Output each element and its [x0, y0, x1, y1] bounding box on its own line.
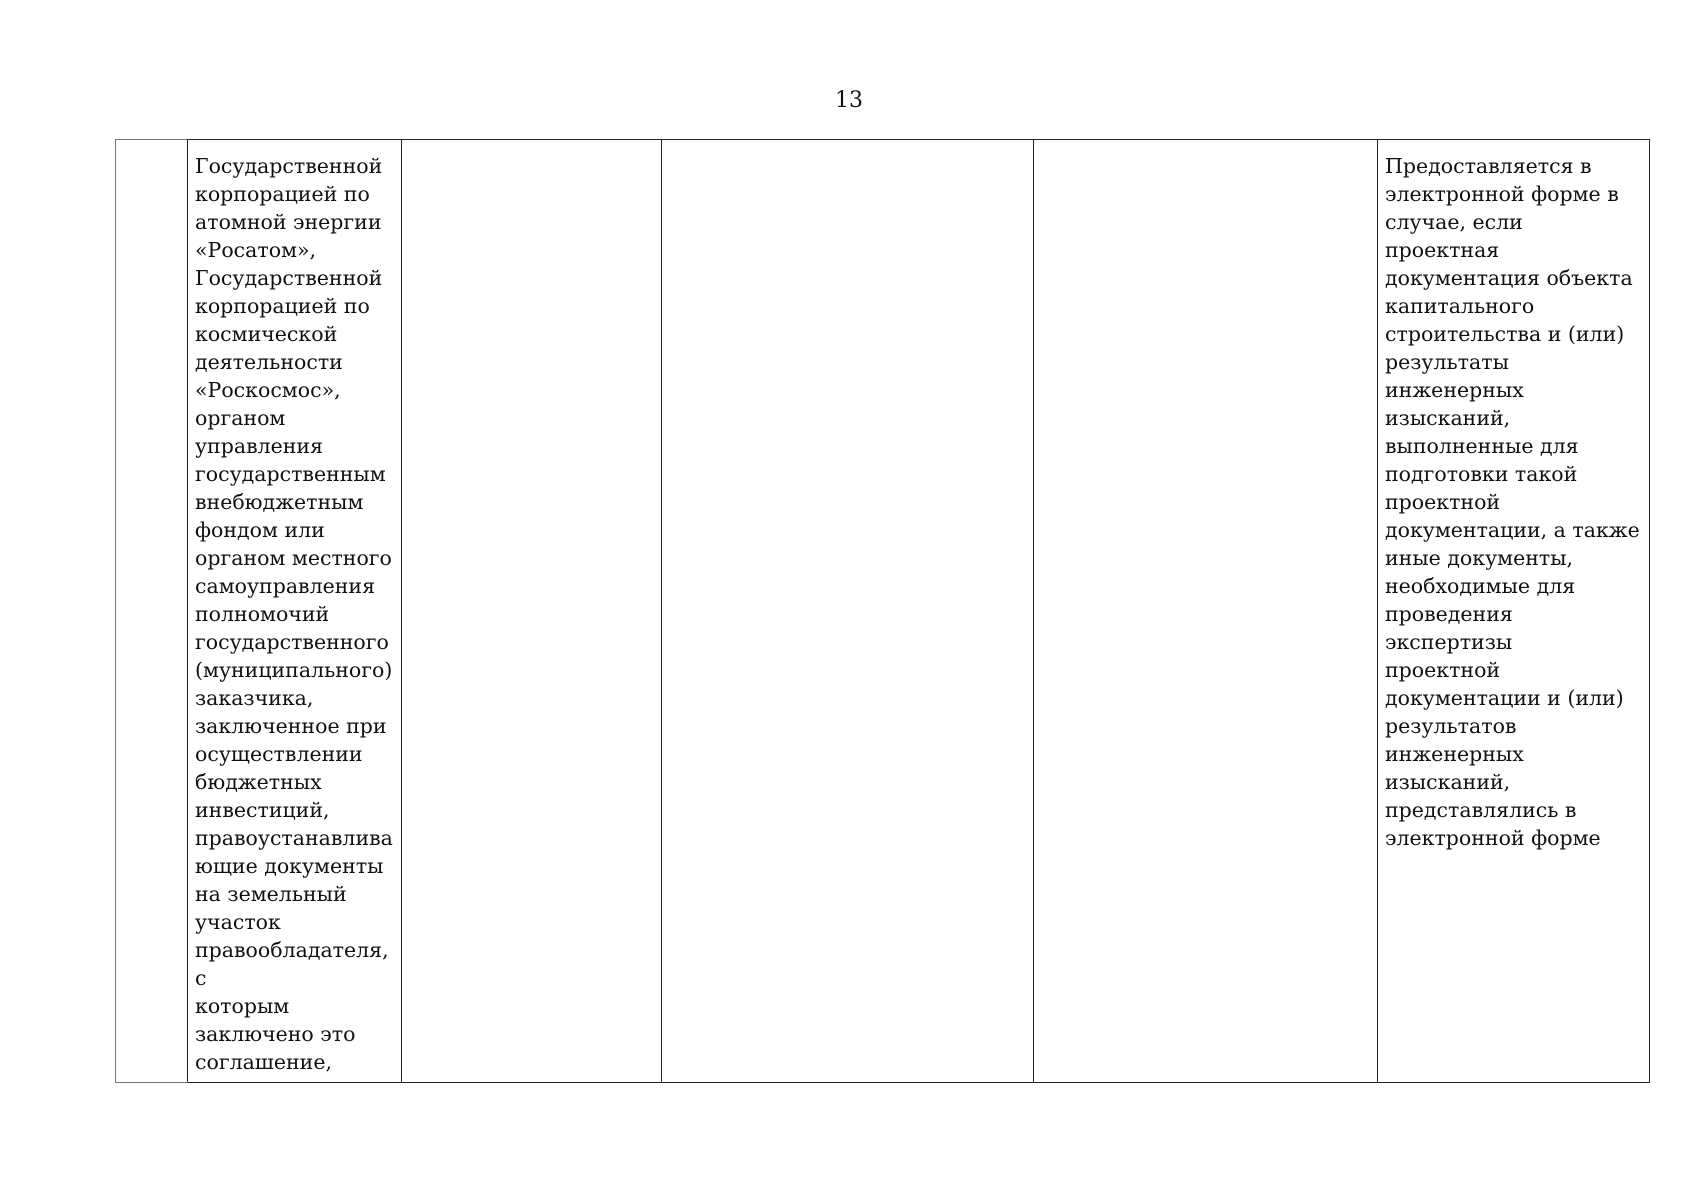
table-cell-note: Предоставляется в электронной форме в случае, если проектная документация объекта капитального строительства и (или) результаты инженерных изысканий, выполненные для подготовки такой проектной документации, а также иные документы, необходимые для проведения экспертизы проектной документации и (или) результатов инженерных изысканий, представлялись в электронной форме	[1378, 140, 1650, 1083]
table-row	[116, 140, 1650, 1083]
document-table	[115, 139, 1650, 1083]
page-number: 13	[835, 88, 863, 113]
table-cell-number	[116, 140, 188, 1083]
table-cell-document-description: Государственной корпорацией по атомной энергии «Росатом», Государственной корпорацией по космической деятельности «Роскосмос», органом управления государственным внебюджетным фондом или органом местного самоуправления полномочий государственного (муниципального) заказчика, заключенное при осуществлении бюджетных инвестиций, правоустанавлива ющие документы на земельный участок правообладателя, с которым заключено это соглашение,	[188, 140, 402, 1083]
table-cell-empty-4	[662, 140, 1034, 1083]
table-cell-empty-5	[1034, 140, 1378, 1083]
table-cell-empty-3	[402, 140, 662, 1083]
